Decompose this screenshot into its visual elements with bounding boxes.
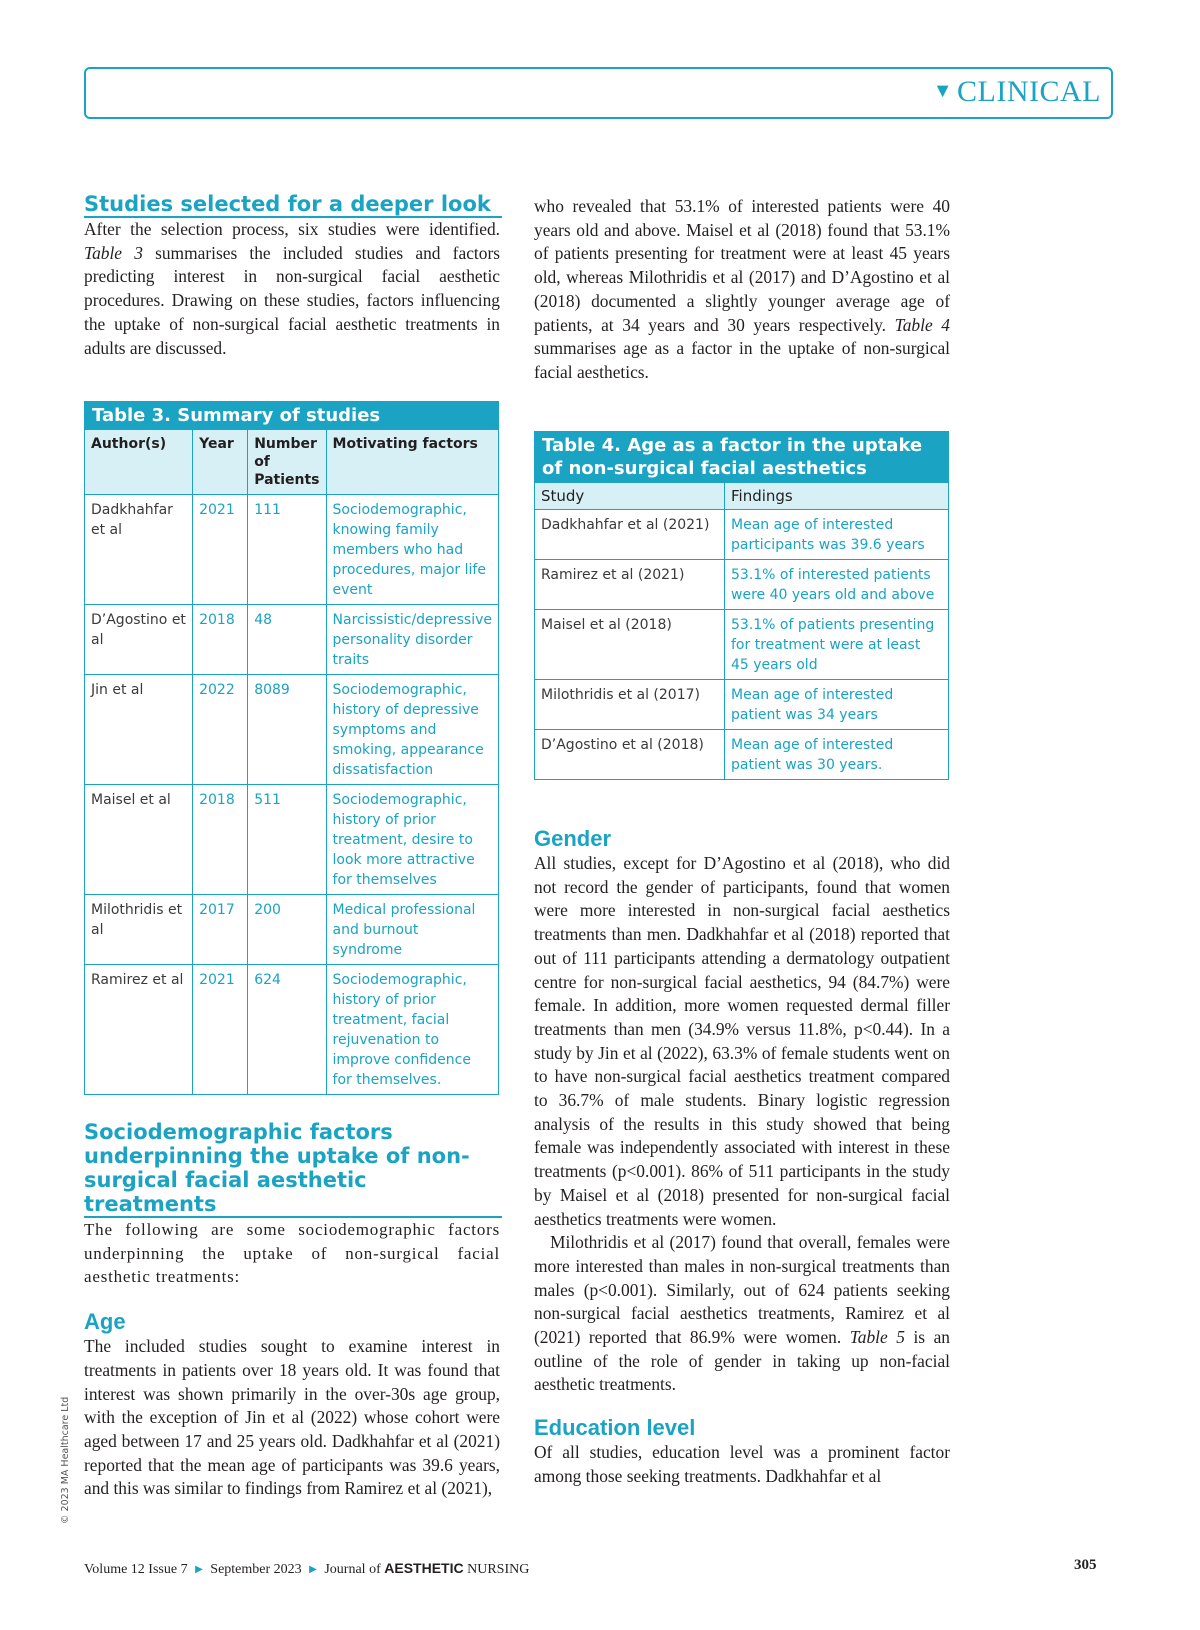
- table-cell: Dadkhahfar et al: [85, 495, 193, 605]
- table-cell: Maisel et al (2018): [535, 610, 725, 680]
- studies-paragraph: [84, 218, 500, 360]
- footer-date: September 2023: [210, 1562, 302, 1577]
- table-cell: Mean age of interested patient was 34 years: [725, 680, 949, 730]
- table-cell: D’Agostino et al (2018): [535, 730, 725, 780]
- socio-heading: Sociodemographic factors underpinning the uptake of non-surgical facial aesthetic treatments: [84, 1120, 502, 1218]
- table-3-caption: Table 3. Summary of studies: [84, 401, 499, 429]
- table-cell: Mean age of interested participants was 39.6 years: [725, 510, 949, 560]
- table-row: [535, 510, 949, 560]
- table-cell: Jin et al: [85, 675, 193, 785]
- right-column: [534, 195, 950, 385]
- age-continued-paragraph: [534, 195, 950, 385]
- age-paragraph: The included studies sought to examine interest in treatments in patients over 18 years old. It was found that interest was shown primarily in the over-30s age group, with the exception of Jin et al (2022) whose cohort were aged between 17 and 25 years old. Dadkhahfar et al (2021) reported that the mean age of participants was 39.6 years, and this was similar to findings from Ramirez et al (2021),: [84, 1336, 500, 1499]
- left-column: [84, 192, 500, 360]
- table-3: [84, 401, 499, 1095]
- table-cell: 2021: [193, 965, 248, 1095]
- table-cell: 53.1% of patients presenting for treatment were at least 45 years old: [725, 610, 949, 680]
- column-header: Year: [193, 430, 248, 495]
- footer: [84, 1560, 529, 1578]
- triangle-right-icon: ▶: [309, 1564, 317, 1575]
- table-reference: Table 5: [849, 1327, 905, 1348]
- table-4-caption: Table 4. Age as a factor in the uptake of non-surgical facial aesthetics: [534, 431, 949, 482]
- text-run: summarises the included studies and factors predicting interest in non-surgical facial aesthetic procedures. Drawing on these studies, factors influencing the uptake of non-surgical facial aesthetic treatments in adults are discussed.: [84, 242, 501, 358]
- table-row: [535, 560, 949, 610]
- table-cell: 48: [248, 605, 326, 675]
- table-cell: 111: [248, 495, 326, 605]
- table-cell: 8089: [248, 675, 326, 785]
- gender-section: [534, 826, 950, 1489]
- table-reference: Table 3: [84, 242, 143, 263]
- table-cell: 53.1% of interested patients were 40 years old and above: [725, 560, 949, 610]
- table-row: [85, 895, 499, 965]
- gender-paragraph-1: All studies, except for D’Agostino et al (2018), who did not record the gender of participants, found that women were more interested in non-surgical facial aesthetics treatments than men. Dadkhahfar et al (2018) reported that out of 111 participants attending a dermatology outpatient centre for non-surgical facial aesthetics, 94 (84.7%) were female. In addition, more women requested dermal filler treatments than men (34.9% versus 11.8%, p<0.44). In a study by Jin et al (2022), 63.3% of female students went on to have non-surgical facial aesthetics treatment compared to 36.7% of male students. Binary logistic regression analysis of the results in this study showed that being female was independently associated with interest in these treatments (p<0.001). 86% of 511 participants in the study by Maisel et al (2018) presented for non-surgical facial aesthetics treatments were women.: [534, 853, 950, 1229]
- table-cell: 2021: [193, 495, 248, 605]
- section-label: [933, 75, 1101, 109]
- table-cell: 624: [248, 965, 326, 1095]
- footer-journal-bold: AESTHETIC: [384, 1560, 464, 1576]
- socio-section: [84, 1120, 500, 1501]
- text-run: After the selection process, six studies were identified.: [84, 219, 500, 239]
- gender-heading: Gender: [534, 826, 612, 851]
- text-run: is an outline of the role of gender in taking up non-facial aesthetic treatments.: [534, 1327, 950, 1395]
- table-cell: 200: [248, 895, 326, 965]
- table-cell: 2022: [193, 675, 248, 785]
- table-row: [535, 730, 949, 780]
- table-row: [535, 680, 949, 730]
- table-cell: 511: [248, 785, 326, 895]
- text-run: summarises age as a factor in the uptake of non-surgical facial aesthetics.: [534, 338, 950, 382]
- education-heading: Education level: [534, 1415, 696, 1441]
- table-cell: Sociodemographic, knowing family members who had procedures, major life event: [326, 495, 498, 605]
- table-row: [85, 495, 499, 605]
- footer-journal-prefix: Journal of: [324, 1562, 381, 1577]
- education-paragraph: Of all studies, education level was a prominent factor among those seeking treatments. Dadkhahfar et al: [534, 1442, 950, 1486]
- footer-volume: Volume 12 Issue 7: [84, 1562, 188, 1577]
- column-header: Study: [535, 483, 725, 510]
- table-4: [534, 431, 949, 780]
- table-cell: Ramirez et al: [85, 965, 193, 1095]
- table-cell: Narcissistic/depressive personality disorder traits: [326, 605, 498, 675]
- table-cell: Milothridis et al (2017): [535, 680, 725, 730]
- page-number: 305: [1074, 1557, 1097, 1573]
- copyright-notice: © 2023 MA Healthcare Ltd: [60, 1396, 71, 1524]
- table-reference: Table 4: [894, 314, 950, 335]
- table-cell: 2017: [193, 895, 248, 965]
- studies-heading: Studies selected for a deeper look: [84, 192, 502, 218]
- table-cell: D’Agostino et al: [85, 605, 193, 675]
- column-header: Author(s): [85, 430, 193, 495]
- table-row: [85, 605, 499, 675]
- column-header: Motivating factors: [326, 430, 498, 495]
- table-cell: Sociodemographic, history of depressive symptoms and smoking, appearance dissatisfaction: [326, 675, 498, 785]
- table-cell: Dadkhahfar et al (2021): [535, 510, 725, 560]
- table-cell: 2018: [193, 605, 248, 675]
- table-row: [85, 965, 499, 1095]
- triangle-right-icon: ▶: [195, 1564, 203, 1575]
- table-cell: 2018: [193, 785, 248, 895]
- gender-paragraph-2: [534, 1231, 950, 1397]
- table-cell: Medical professional and burnout syndrome: [326, 895, 498, 965]
- text-run: Milothridis et al (2017) found that overall, females were more interested than males in non-surgical treatments than males (p<0.001). Similarly, out of 624 patients seeking non-surgical facial aesthetics treatments, Ramirez et al (2021) reported that 86.9% were women.: [534, 1232, 950, 1348]
- table-row: [85, 675, 499, 785]
- table-row: [535, 610, 949, 680]
- text-run: who revealed that 53.1% of interested patients were 40 years old and above. Maisel et al (2018) found that 53.1% of patients presenting for treatment were at least 45 years old, whereas Milothridis et al (2017) and D’Agostino et al (2018) documented a slightly younger average age of patients, at 34 years and 30 years respectively.: [534, 196, 950, 335]
- table-cell: Maisel et al: [85, 785, 193, 895]
- age-heading: Age: [84, 1309, 126, 1335]
- section-label-text: CLINICAL: [957, 75, 1101, 108]
- socio-paragraph: The following are some sociodemographic factors underpinning the uptake of non-surgical facial aesthetic treatments:: [84, 1220, 500, 1287]
- table-cell: Ramirez et al (2021): [535, 560, 725, 610]
- table-row: [85, 785, 499, 895]
- table-cell: Milothridis et al: [85, 895, 193, 965]
- section-header-box: [84, 67, 1113, 119]
- column-header: Findings: [725, 483, 949, 510]
- column-header: Number of Patients: [248, 430, 326, 495]
- table-cell: Mean age of interested patient was 30 years.: [725, 730, 949, 780]
- table-cell: Sociodemographic, history of prior treatment, facial rejuvenation to improve confidence for themselves.: [326, 965, 498, 1095]
- footer-journal-suffix: NURSING: [467, 1562, 530, 1577]
- triangle-down-icon: ▼: [932, 80, 954, 102]
- table-cell: Sociodemographic, history of prior treatment, desire to look more attractive for themselves: [326, 785, 498, 895]
